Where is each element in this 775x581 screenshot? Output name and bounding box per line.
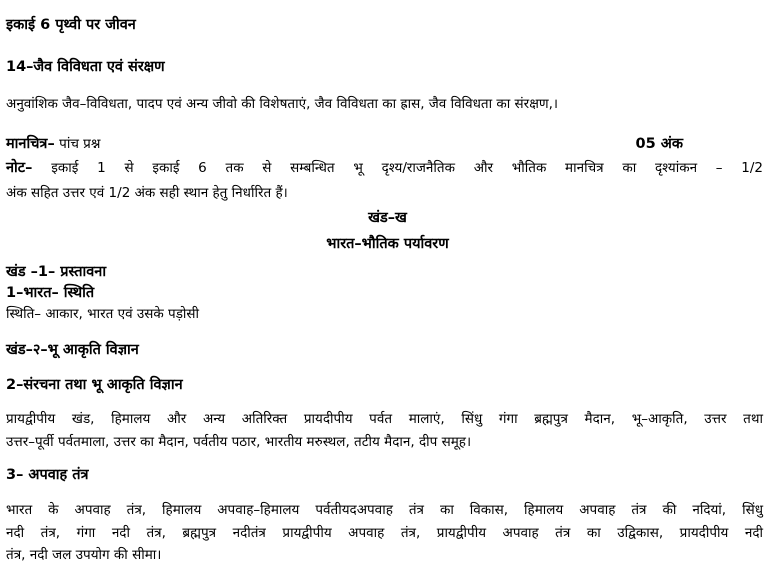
part-3-text-1: भारत के अपवाह तंत्र, हिमालय अपवाह–हिमालय पर्वतीयदअपवाह तंत्र का विकास, हिमालय अपवाह तंत्र की नदियां, सिंधु: [6, 502, 763, 518]
map-work-questions: पांच प्रश्न: [59, 136, 101, 152]
part-2-text-2: उत्तर–पूर्वी पर्वतमाला, उत्तर का मैदान, पर्वतीय पठार, भारतीय मरुस्थल, तटीय मैदान, दीप समूह।: [6, 434, 472, 450]
chapter-14-text: अनुवांशिक जैव–विविधता, पादप एवं अन्य जीवो की विशेषताएं, जैव विविधता का ह्रास, जैव विविधता का संरक्षण,।: [6, 96, 559, 112]
part-1-subtitle: 1–भारत– स्थिति: [6, 285, 95, 301]
note-line-2: अंक सहित उत्तर एवं 1/2 अंक सही स्थान हेतु निर्धारित हैं।: [6, 185, 288, 201]
map-work-label: मानचित्र–: [6, 136, 55, 152]
part-3-title: 3– अपवाह तंत्र: [6, 467, 89, 483]
section-title: खंड–ख: [368, 210, 407, 226]
chapter-14-title: 14–जैव विविधता एवं संरक्षण: [6, 59, 165, 75]
part-2-subtitle: 2–संरचना तथा भू आकृति विज्ञान: [6, 377, 183, 393]
part-3-text-3: तंत्र, नदी जल उपयोग की सीमा।: [6, 547, 162, 563]
map-work-row: [6, 135, 763, 153]
part-1-text: स्थिति– आकार, भारत एवं उसके पड़ोसी: [6, 306, 200, 322]
section-subtitle: भारत–भौतिक पर्यावरण: [326, 236, 449, 252]
note-text-1: इकाई 1 से इकाई 6 तक से सम्बन्धित भू दृश्य/राजनैतिक और भौतिक मानचित्र का दृश्यांकन – 1/2: [51, 160, 764, 176]
part-1-title: खंड –1– प्रस्तावना: [6, 264, 107, 280]
note-line-1: [6, 159, 763, 177]
part-2-title: खंड–२–भू आकृति विज्ञान: [6, 342, 139, 358]
part-2-text-1: प्रायद्वीपीय खंड, हिमालय और अन्य अतिरिक्त प्रायदीपीय पर्वत मालाएं, सिंधु गंगा ब्रह्मपुत्र मैदान, भू–आकृति, उत्तर तथा: [6, 411, 763, 427]
part-3-text-2: नदी तंत्र, गंगा नदी तंत्र, ब्रह्मपुत्र नदीतंत्र प्रायद्वीपीय अपवाह तंत्र, प्रायद्वीपीय अपवाह तंत्र का उद्विकास, प्रायदीपीय नदी: [6, 525, 763, 541]
unit-heading: इकाई 6 पृथ्वी पर जीवन: [6, 17, 136, 33]
map-work-marks: 05 अंक: [635, 136, 683, 152]
note-label: नोट–: [6, 160, 33, 176]
